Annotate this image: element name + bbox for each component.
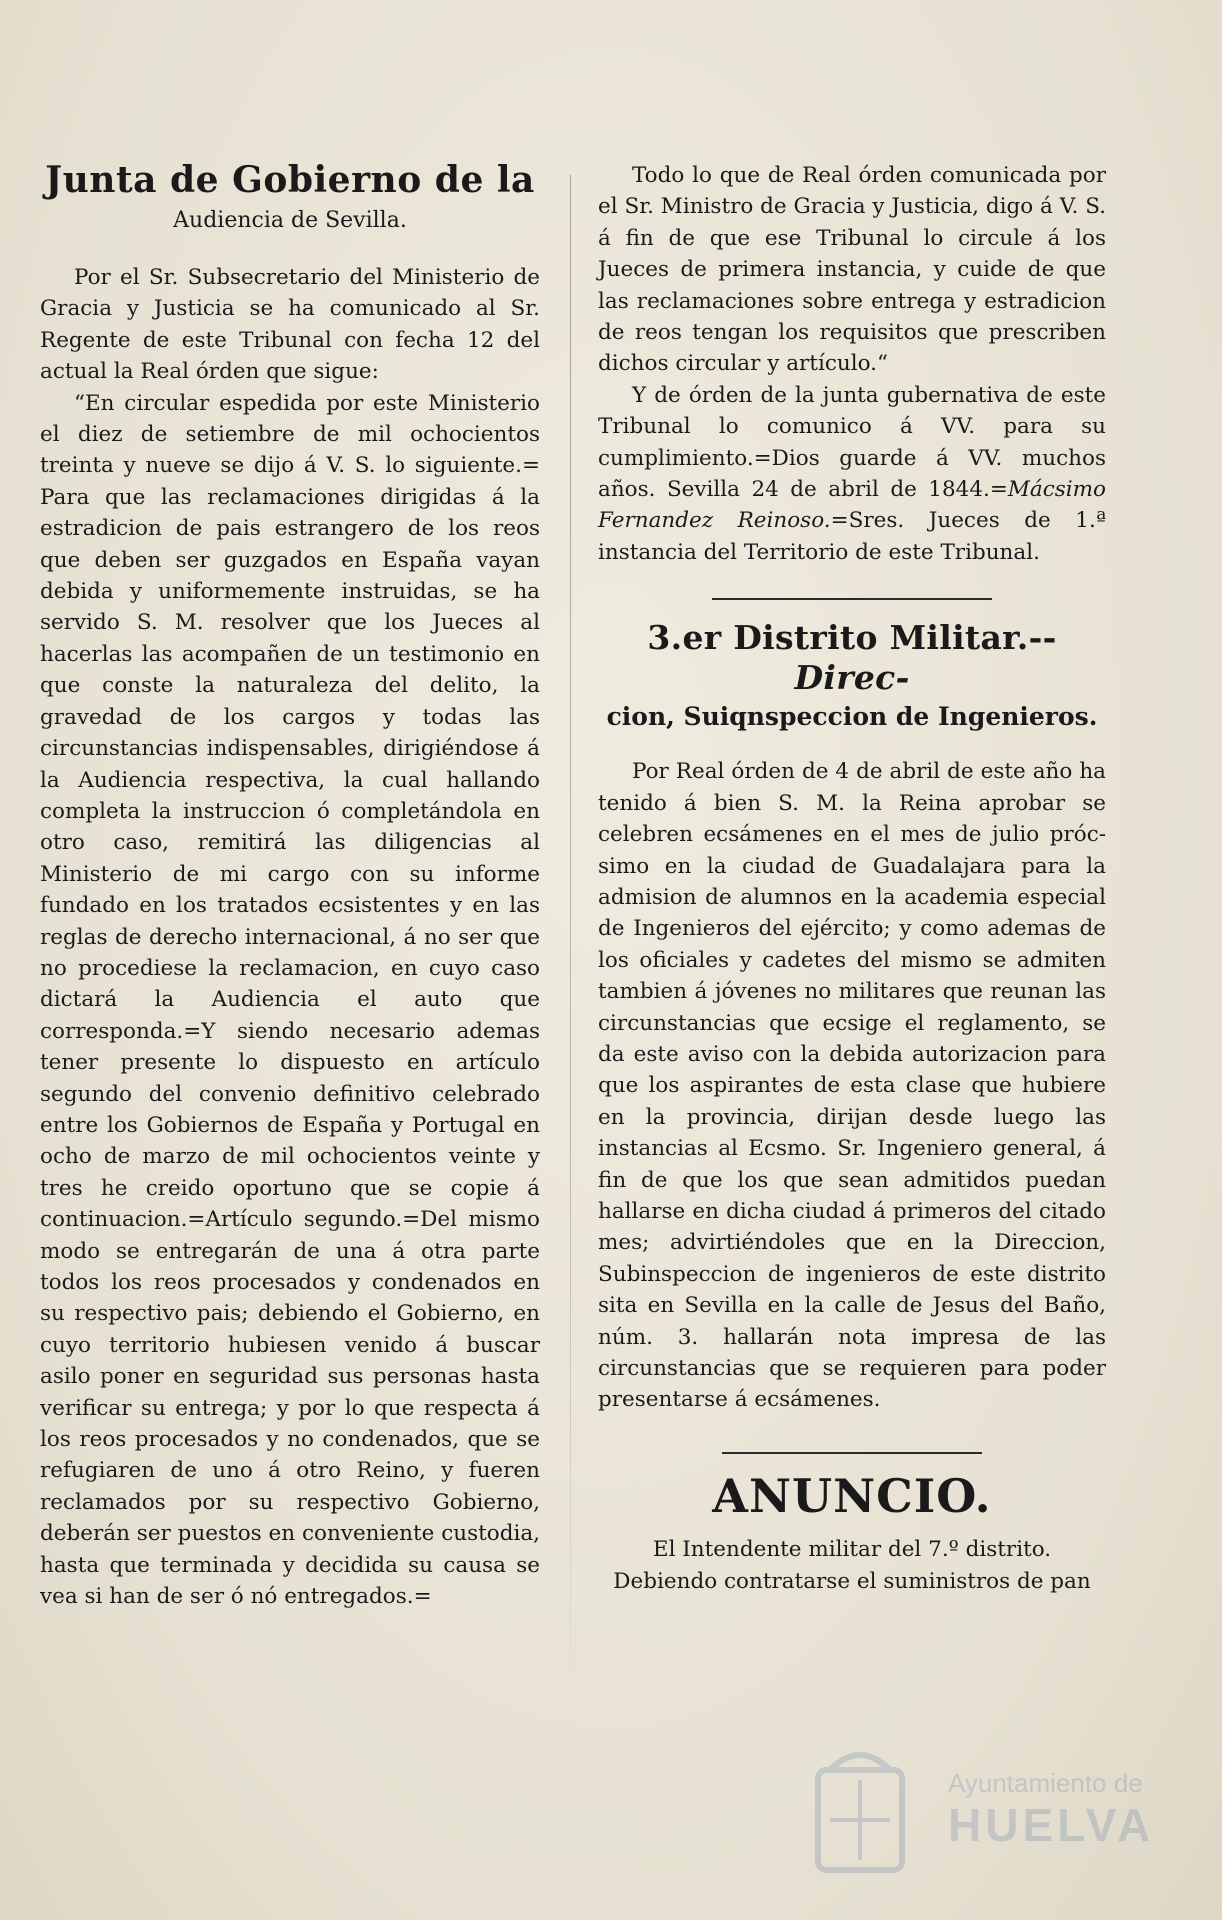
section-heading-a: 3.er Distrito Militar.-- [647,618,1057,658]
section-heading-b: Direc- [794,658,910,698]
signature: Mácsimo Fernandez Reinoso. [598,477,1106,534]
anuncio-line-2: Debiendo contratarse el suministros de pan [613,1568,1091,1594]
section-heading [598,618,1106,698]
right-paragraph-2-end: =Sres. Jueces de 1.ª instancia del Territorio de este Tribunal. [598,508,1106,565]
left-paragraph-2: “En circular espedida por este Ministerio el diez de setiembre de mil ochocientos treinta y nueve se dijo á V. S. lo siguiente.= Para que las reclamaciones dirigidas á la estradicion de pais estrangero de los reos que deben ser guzgados en España vayan debida y uniformemente instruidas, se ha servido S. M. resolver que los Jueces al hacerlas las acompañen de un testimonio en que conste la naturaleza del delito, la gravedad de los cargos y todas las circunstancias indispensables, dirigiéndose á la Audiencia respectiva, la cual hallando completa la instruccion ó completándola en otro caso, remitirá las diligencias al Ministerio de mi cargo con su informe fundado en los tratados ecsistentes y en las reglas de derecho internacional, á no ser que no procediese la reclamacion, en cuyo caso dictará la Audiencia el auto que corresponda.=Y siendo necesario ademas tener presente lo dispuesto en artículo segundo del convenio definitivo celebrado entre los Gobiernos de España y Portugal en ocho de marzo de mil ochocientos veinte y tres he creido oportuno que se copie á continuacion.=Artículo segundo.=Del mismo modo se entregarán de una á otra parte todos los reos procesados y condenados en su respectivo pais; debiendo el Gobierno, en cuyo territorio hubiesen venido á buscar asilo poner en seguridad sus personas hasta verificar su entrega; y por lo que respecta á los reos procesados y no condenados, que se refugiaren de uno á otro Reino, y fueren reclamados por su respectivo Gobierno, deberán ser puestos en conveniente custodia, hasta que terminada y decidida su causa se vea si han de ser ó nó entregados.= [40,390,540,1610]
anuncio-heading: ANUNCIO. [712,1468,992,1523]
right-column [598,160,1106,1598]
watermark-line-2: HUELVA [948,1799,1155,1851]
left-column [40,150,540,1612]
article-subtitle: Audiencia de Sevilla. [173,208,407,233]
article-title: Junta de Gobierno de la [45,159,535,201]
right-paragraph-3: Por Real órden de 4 de abril de este año ha tenido á bien S. M. la Reina aprobar se celebren ecsámenes en el mes de julio próc-simo en la ciudad de Guadalajara para la admision de alumnos en la academia especial de Ingenieros del ejército; y como ademas de los oficiales y cadetes del mismo se admiten tambien á jóvenes no militares que reunan las circunstancias que ecsige el reglamento, se da este aviso con la debida autorizacion para que los aspirantes de esta clase que hubiere en la provincia, dirijan desde luego las instancias al Ecsmo. Sr. Ingeniero general, á fin de que los que sean admitidos puedan hallarse en dicha ciudad á primeros del citado mes; advirtiéndoles que en la Direccion, Subinspeccion de ingenieros de este distrito sita en Sevilla en la calle de Jesus del Baño, núm. 3. hallarán nota impresa de las circunstancias que se requieren para poder presentarse á ecsámenes. [598,759,1106,1413]
column-divider [570,175,571,1735]
right-paragraph-1: Todo lo que de Real órden comunicada por el Sr. Ministro de Gracia y Justicia, digo á V. S. á fin de que ese Tribunal lo circule á los Jueces de primera instancia, y cuide de que las reclamaciones sobre entrega y estradicion de reos tengan los requisitos que prescriben dichos circular y artículo.“ [598,163,1106,377]
anuncio-rule [722,1452,982,1454]
anuncio-line-1: El Intendente militar del 7.º distrito. [652,1536,1052,1562]
watermark-line-1: Ayuntamiento de [948,1768,1143,1798]
crest-icon [800,1740,920,1880]
section-subheading: cion, Suiqnspeccion de Ingenieros. [606,702,1098,732]
watermark [800,1740,1160,1890]
right-paragraph-2 [598,380,1106,568]
right-paragraph-2-text: Y de órden de la junta gubernativa de este Tribunal lo comunico á VV. para su cumplimiento.=Dios guarde á VV. muchos años. Sevilla 24 de abril de 1844.= [598,382,1106,503]
left-paragraph-1: Por el Sr. Subsecretario del Ministerio de Gracia y Justicia se ha comunicado al Sr. Regente de este Tribunal con fecha 12 del actual la Real órden que sigue: [40,265,540,385]
